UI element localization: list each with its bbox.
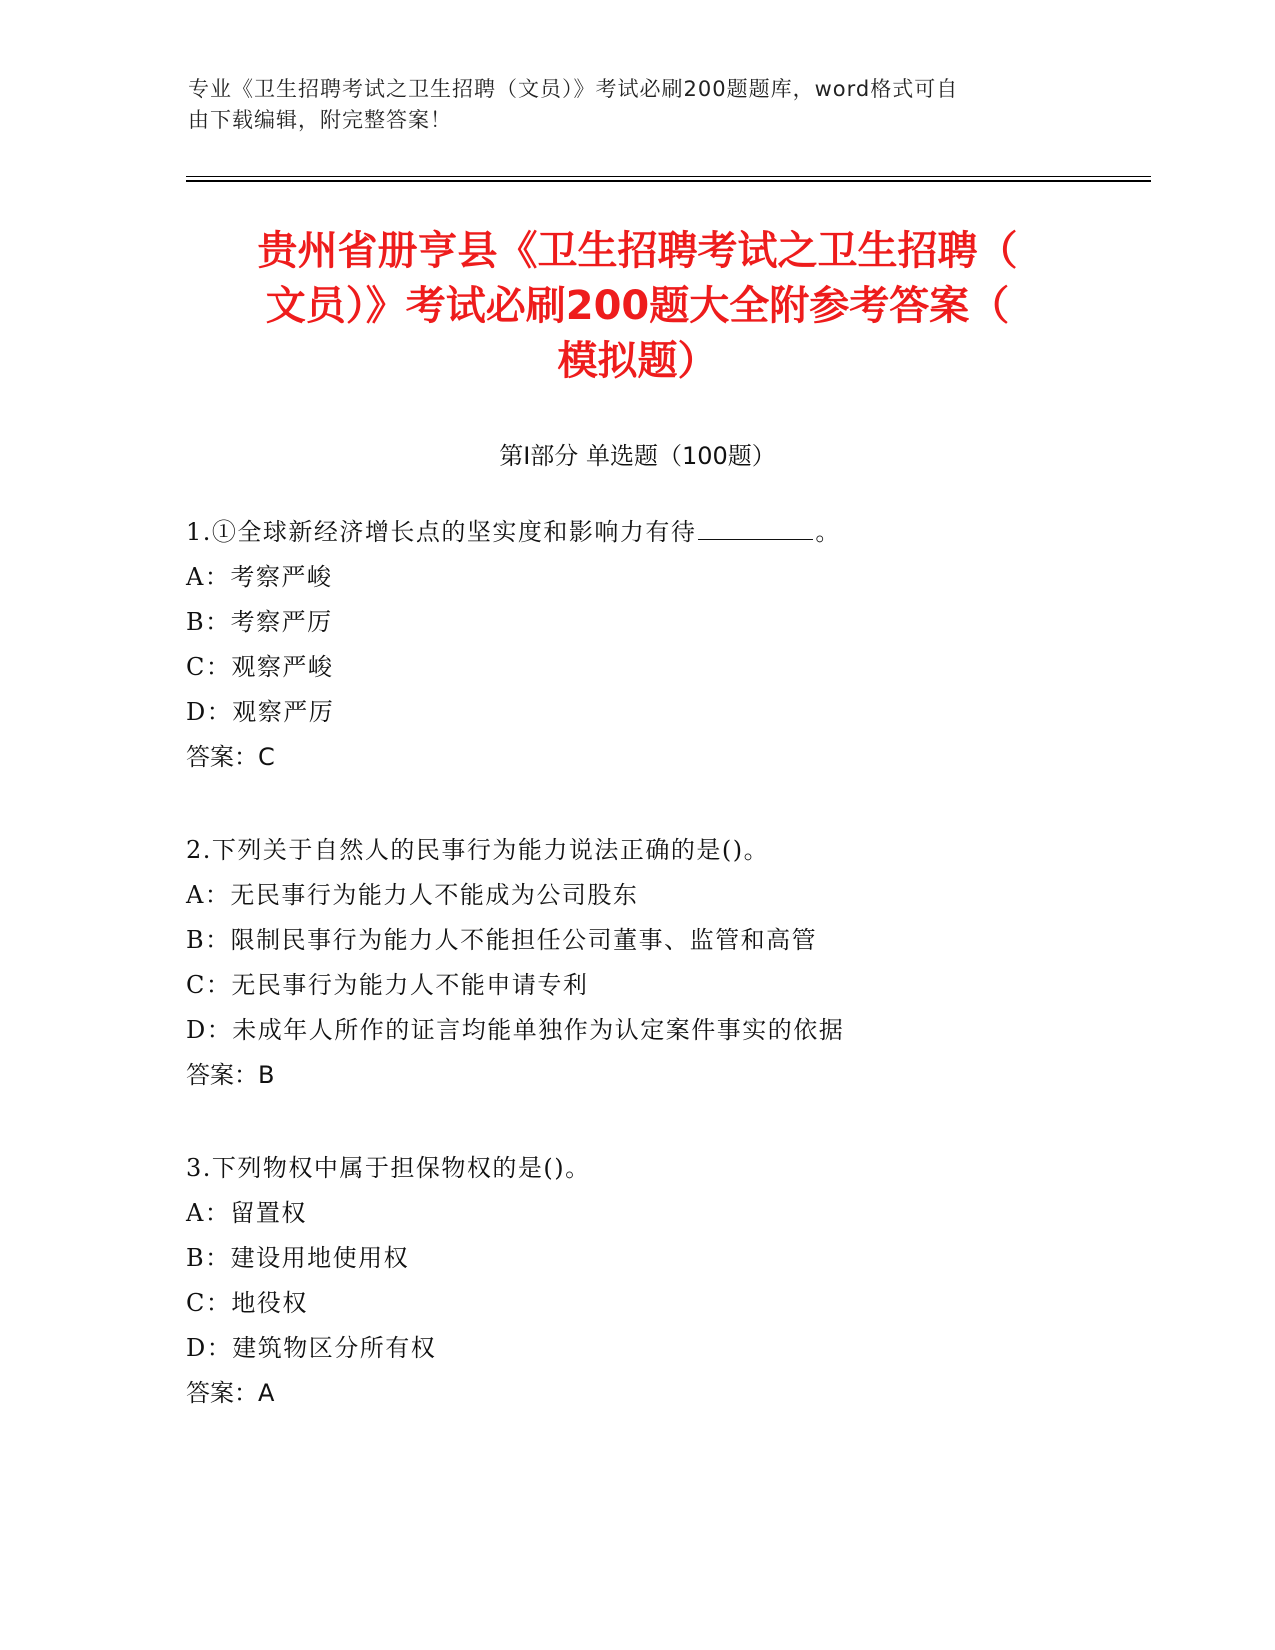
question-3-stem: 3.下列物权中属于担保物权的是()。: [186, 1154, 591, 1182]
question-1-stem: [186, 510, 1126, 555]
question-2-option-c: C：无民事行为能力人不能申请专利: [186, 971, 589, 999]
header-note-line-2: 由下载编辑，附完整答案！: [188, 108, 452, 132]
document-title-line-1: 贵州省册亨县《卫生招聘考试之卫生招聘（: [257, 228, 1018, 274]
question-2-stem: 2.下列关于自然人的民事行为能力说法正确的是()。: [186, 836, 770, 864]
header-divider-thick: [186, 180, 1151, 182]
question-1: [186, 510, 1126, 780]
document-title-line-3: 模拟题）: [557, 338, 718, 384]
question-1-option-d: D：观察严厉: [186, 698, 335, 726]
question-3: [186, 1146, 1126, 1416]
question-3-option-a: A：留置权: [186, 1199, 307, 1227]
section-title: 第I部分 单选题（100题）: [499, 442, 776, 470]
question-1-answer: 答案：C: [186, 743, 275, 771]
question-3-option-d: D：建筑物区分所有权: [186, 1334, 437, 1362]
question-3-option-b: B：建设用地使用权: [186, 1244, 410, 1272]
question-1-stem-end: 。: [815, 518, 841, 546]
question-3-option-c: C：地役权: [186, 1289, 308, 1317]
question-2-option-d: D：未成年人所作的证言均能单独作为认定案件事实的依据: [186, 1016, 845, 1044]
header-note-line-1: 专业《卫生招聘考试之卫生招聘（文员）》考试必刷200题题库，word格式可自: [188, 77, 959, 101]
header-divider-thin: [186, 176, 1151, 177]
question-2-answer: 答案：B: [186, 1061, 275, 1089]
document-title-line-2: 文员）》考试必刷200题大全附参考答案（: [265, 283, 1010, 329]
question-2: [186, 828, 1126, 1098]
document-title: [190, 224, 1085, 389]
question-2-option-a: A：无民事行为能力人不能成为公司股东: [186, 881, 639, 909]
question-1-option-a: A：考察严峻: [186, 563, 333, 591]
question-1-stem-text: 1.①全球新经济增长点的坚实度和影响力有待: [186, 518, 697, 546]
question-3-answer: 答案：A: [186, 1379, 275, 1407]
question-2-option-b: B：限制民事行为能力人不能担任公司董事、监管和高管: [186, 926, 818, 954]
header-note: [188, 74, 1068, 136]
question-1-option-c: C：观察严峻: [186, 653, 334, 681]
question-1-blank: [698, 538, 813, 540]
question-1-option-b: B：考察严厉: [186, 608, 333, 636]
